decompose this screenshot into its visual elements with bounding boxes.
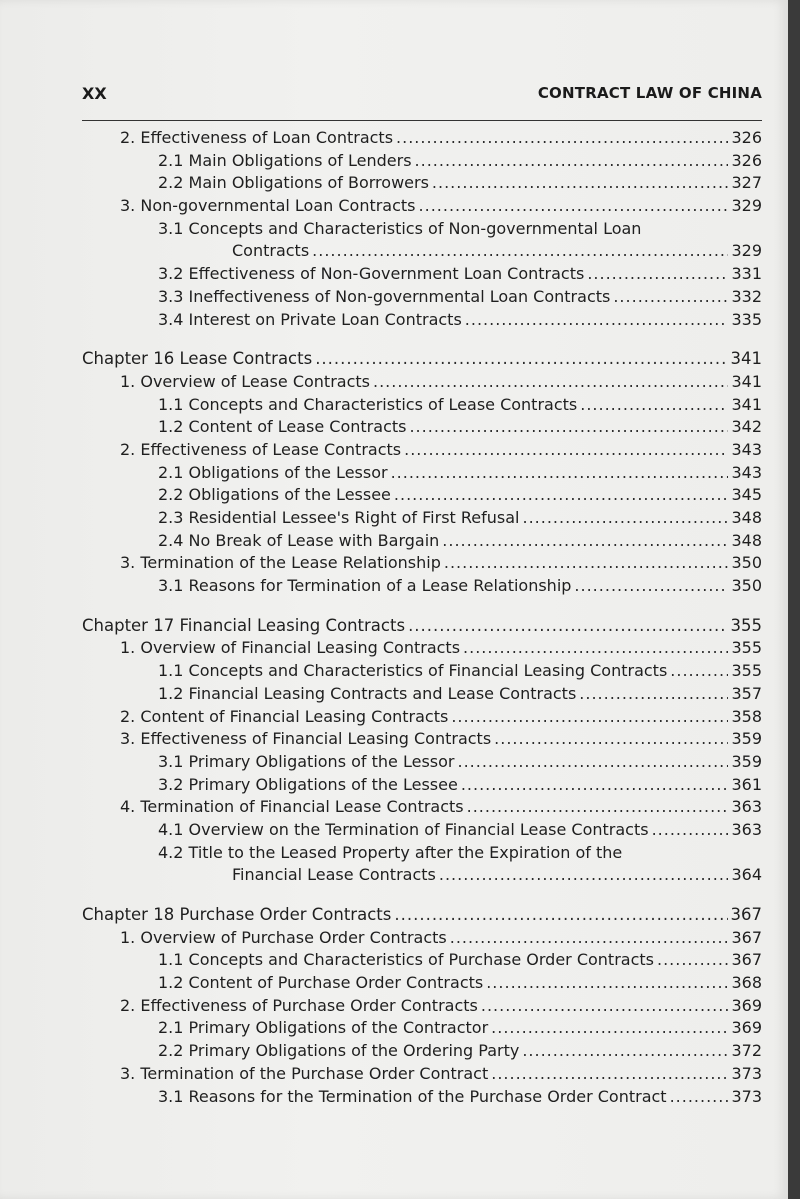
toc-page-number: 327	[731, 173, 762, 193]
toc-entry-title: 1. Overview of Financial Leasing Contracts	[120, 638, 461, 658]
toc-entry	[82, 440, 762, 463]
toc-page-number: 348	[731, 530, 762, 550]
toc-page-number: 364	[731, 865, 762, 885]
toc-page-number: 373	[731, 1086, 762, 1106]
dot-leader	[491, 1018, 728, 1037]
toc-entry	[82, 950, 762, 973]
toc-page-number: 331	[731, 264, 762, 284]
toc-entry-title: 3.2 Effectiveness of Non-Government Loan Contracts	[158, 264, 585, 284]
toc-page-number: 343	[731, 462, 762, 482]
toc-entry-title: 3. Non-governmental Loan Contracts	[120, 196, 416, 216]
toc-page-number: 357	[731, 683, 762, 703]
toc-page-number: 326	[731, 128, 762, 147]
toc-page-number: 367	[731, 927, 762, 947]
toc-entry-title: 2. Effectiveness of Loan Contracts	[120, 128, 394, 147]
toc-entry	[82, 684, 762, 707]
toc-entry-title: 1.2 Content of Purchase Order Contracts	[158, 973, 484, 993]
toc-entry	[82, 1041, 762, 1064]
dot-leader	[579, 684, 728, 703]
toc-entry	[82, 973, 762, 996]
toc-entry-title: 3.1 Concepts and Characteristics of Non-governmental Loan	[158, 218, 642, 238]
toc-entry-title: 4. Termination of Financial Lease Contracts	[120, 797, 464, 817]
dot-leader	[373, 372, 728, 391]
dot-leader	[494, 729, 728, 748]
toc-entry	[82, 820, 762, 843]
toc-entry-title: 4.1 Overview on the Termination of Financial Lease Contracts	[158, 819, 649, 839]
dot-leader	[467, 797, 729, 816]
toc-entry-title: 3.2 Primary Obligations of the Lessee	[158, 774, 458, 794]
toc-page-number: 348	[731, 508, 762, 527]
toc-entry	[82, 1018, 762, 1041]
dot-leader	[419, 196, 729, 215]
toc-entry	[82, 219, 762, 242]
toc-entry	[82, 310, 762, 333]
dot-leader	[415, 151, 729, 170]
dot-leader	[409, 417, 728, 436]
toc-page-number: 341	[731, 394, 762, 414]
dot-leader	[580, 395, 728, 414]
toc-entry	[82, 707, 762, 730]
dot-leader	[481, 996, 729, 1015]
toc-page-number: 350	[731, 553, 762, 573]
toc-page-number: 343	[731, 439, 762, 459]
toc-entry-title: Chapter 18 Purchase Order Contracts	[82, 905, 392, 924]
dot-leader	[587, 264, 728, 283]
toc-entry-title: 3.4 Interest on Private Loan Contracts	[158, 309, 462, 329]
toc-entry-title: 3.1 Primary Obligations of the Lessor	[158, 751, 455, 771]
toc-entry-title: 1.1 Concepts and Characteristics of Purchase Order Contracts	[158, 950, 654, 970]
book-title: CONTRACT LAW OF CHINA	[537, 84, 762, 102]
toc-entry-title: 2.1 Primary Obligations of the Contractor	[158, 1018, 489, 1038]
dot-leader	[404, 440, 728, 459]
toc-entry-title: 2.1 Main Obligations of Lenders	[158, 150, 412, 170]
dot-leader	[613, 287, 728, 306]
toc-page-number: 329	[731, 241, 762, 261]
dot-leader	[312, 241, 728, 260]
toc-page-number: 367	[731, 950, 762, 970]
toc-entry	[82, 729, 762, 752]
toc-entry-title: 1. Overview of Purchase Order Contracts	[120, 927, 447, 947]
toc-entry-title: 2.2 Primary Obligations of the Ordering Party	[158, 1041, 520, 1061]
toc-entry	[82, 395, 762, 418]
toc-page-number: 350	[731, 576, 762, 596]
toc-entry	[82, 1087, 762, 1110]
dot-leader	[451, 707, 728, 726]
toc-entry-title: 3.3 Ineffectiveness of Non-governmental Loan Contracts	[158, 286, 611, 306]
toc-page-number: 363	[731, 819, 762, 839]
dot-leader	[670, 1087, 729, 1106]
toc-entry	[82, 775, 762, 798]
toc-page-number: 341	[730, 349, 762, 369]
dot-leader	[439, 865, 729, 884]
dot-leader	[442, 531, 728, 550]
toc-entry	[82, 128, 762, 151]
toc-entry	[82, 1064, 762, 1087]
toc-entry-title: 3.1 Reasons for Termination of a Lease Relationship	[158, 576, 572, 596]
toc-entry-title: 1. Overview of Lease Contracts	[120, 371, 370, 391]
toc-entry	[82, 241, 762, 264]
toc-entry	[82, 463, 762, 486]
dot-leader	[394, 905, 727, 924]
page-number-roman: XX	[82, 84, 107, 103]
toc-page-number: 358	[731, 706, 762, 726]
toc-entry-title: 2. Effectiveness of Purchase Order Contracts	[120, 995, 478, 1015]
toc-entry	[82, 508, 762, 531]
dot-leader	[657, 950, 728, 969]
toc-page-number: 355	[730, 615, 762, 635]
toc-page-number: 367	[730, 905, 762, 924]
dot-leader	[396, 128, 728, 147]
header-rule	[82, 120, 762, 121]
toc-entry	[82, 485, 762, 508]
toc-entry-title: 2.4 No Break of Lease with Bargain	[158, 530, 440, 550]
dot-leader	[457, 752, 728, 771]
toc-entry-title: 1.2 Financial Leasing Contracts and Lease Contracts	[158, 683, 577, 703]
toc-entry-title: 3.1 Reasons for the Termination of the Purchase Order Contract	[158, 1086, 667, 1106]
toc-entry	[82, 865, 762, 888]
toc-entry	[82, 661, 762, 684]
dot-leader	[461, 775, 729, 794]
toc-page-number: 359	[731, 751, 762, 771]
toc-page-number: 341	[731, 371, 762, 391]
toc-entry-title: 2.3 Residential Lessee's Right of First Refusal	[158, 508, 520, 527]
toc-entry-title: 2. Effectiveness of Lease Contracts	[120, 439, 402, 459]
toc-entry	[82, 638, 762, 661]
toc-entry-title: 2.2 Main Obligations of Borrowers	[158, 173, 429, 193]
dot-leader	[491, 1064, 728, 1083]
toc-chapter	[82, 349, 762, 372]
toc-entry	[82, 843, 762, 866]
toc-entry-title: 1.1 Concepts and Characteristics of Lease Contracts	[158, 394, 578, 414]
dot-leader	[450, 928, 729, 947]
toc-entry-title: 4.2 Title to the Leased Property after the Expiration of the	[158, 842, 623, 862]
toc-entry	[82, 531, 762, 554]
toc-page-number: 373	[731, 1063, 762, 1083]
toc-chapter	[82, 616, 762, 639]
toc-entry	[82, 417, 762, 440]
toc-page-number: 363	[731, 797, 762, 817]
toc-page-number: 372	[731, 1041, 762, 1061]
toc-page-number: 368	[731, 973, 762, 993]
dot-leader	[670, 661, 728, 680]
toc-chapter	[82, 905, 762, 928]
dot-leader	[522, 1041, 728, 1060]
toc-page-number: 329	[731, 196, 762, 216]
toc-entry-title: 3. Effectiveness of Financial Leasing Contracts	[120, 729, 492, 749]
toc-entry-title: 3. Termination of the Purchase Order Contract	[120, 1063, 489, 1083]
toc-entry-title: 2. Content of Financial Leasing Contracts	[120, 706, 449, 726]
toc-entry-title: Contracts	[232, 241, 310, 261]
dot-leader	[432, 173, 729, 192]
toc-entry	[82, 287, 762, 310]
dot-leader	[486, 973, 728, 992]
table-of-contents	[82, 128, 762, 1109]
toc-page-number: 326	[731, 150, 762, 170]
toc-page-number: 335	[731, 309, 762, 329]
toc-entry	[82, 196, 762, 219]
dot-leader	[315, 349, 727, 368]
toc-page-number: 369	[731, 995, 762, 1015]
toc-page-number: 355	[731, 661, 762, 681]
dot-leader	[391, 463, 729, 482]
toc-entry-title: 1.1 Concepts and Characteristics of Financial Leasing Contracts	[158, 661, 668, 681]
toc-entry	[82, 173, 762, 196]
dot-leader	[444, 553, 729, 572]
toc-page-number: 361	[731, 774, 762, 794]
toc-page-number: 332	[731, 286, 762, 306]
toc-entry	[82, 576, 762, 599]
toc-page-number: 359	[731, 729, 762, 749]
toc-entry	[82, 797, 762, 820]
dot-leader	[574, 576, 728, 595]
running-head	[82, 84, 762, 108]
toc-entry-title: Chapter 16 Lease Contracts	[82, 349, 313, 369]
dot-leader	[408, 616, 727, 635]
toc-entry-title: 1.2 Content of Lease Contracts	[158, 417, 407, 437]
toc-page-number: 369	[731, 1018, 762, 1038]
toc-entry	[82, 752, 762, 775]
toc-entry	[82, 151, 762, 174]
toc-page-number: 342	[731, 417, 762, 437]
dot-leader	[394, 485, 729, 504]
toc-entry-title: Chapter 17 Financial Leasing Contracts	[82, 615, 406, 635]
toc-entry-title: 2.1 Obligations of the Lessor	[158, 462, 388, 482]
dot-leader	[523, 508, 729, 527]
toc-entry-title: Financial Lease Contracts	[232, 865, 436, 885]
dot-leader	[463, 638, 728, 657]
toc-entry-title: 3. Termination of the Lease Relationship	[120, 553, 441, 573]
dot-leader	[652, 820, 729, 839]
toc-entry	[82, 996, 762, 1019]
toc-entry	[82, 372, 762, 395]
dot-leader	[465, 310, 729, 329]
toc-page-number: 355	[731, 638, 762, 658]
toc-entry	[82, 553, 762, 576]
toc-entry-title: 2.2 Obligations of the Lessee	[158, 485, 391, 505]
toc-page-number: 345	[731, 485, 762, 505]
toc-entry	[82, 928, 762, 951]
toc-entry	[82, 264, 762, 287]
